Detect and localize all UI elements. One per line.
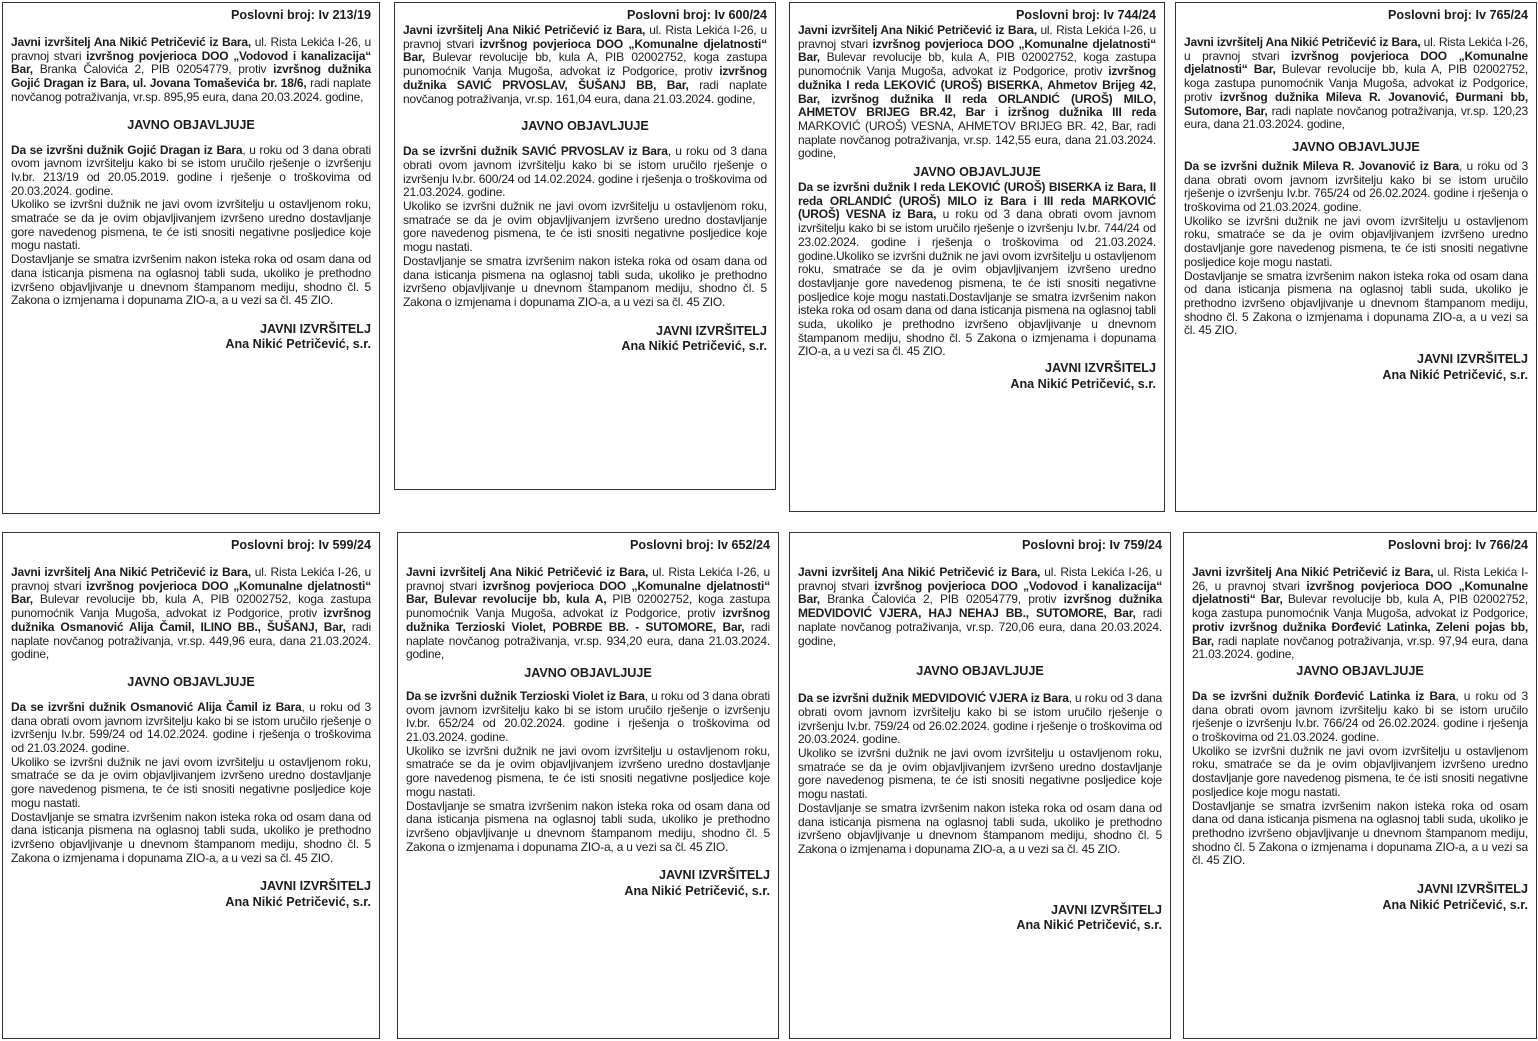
intro-paragraph: Javni izvršitelj Ana Nikić Petričević iz Bara, ul. Rista Lekića I-26, u pravnoj stvari izvršnog povjerioca DOO „Komunalne djelatnosti“ Bar, Bulevar revolucije bb, kula A, PIB 02002752, koga zastupa punomoćnik Vanja Mugoša, advokat iz Podgorice, protiv izvršnog dužnika Terzioski Violet, POBRĐE BB. - SUTOMORE, Bar, radi naplate novčanog potraživanja, vr.sp. 934,20 eura, dana 21.03.2024. godine, <box>406 565 770 662</box>
delivery-paragraph: Dostavljanje se smatra izvršenim nakon isteka roka od osam dana od dana isticanja pismena na oglasnoj tabli suda, ukoliko je prethodno izvršeno objavljivanje u dnevnom štampanom mediju, shodno čl. 5 Zakona o izmjenama i dopunama ZIO-a, a u vezi sa čl. 45 ZIO. <box>11 252 371 308</box>
case-number: Poslovni broj: Iv 600/24 <box>627 8 767 22</box>
consequence-paragraph: Ukoliko se izvršni dužnik ne javi ovom izvršitelju u ostavljenom roku, smatraće se da je ovim objavljivanjem izvršeno uredno dostavljanje gore navedenog pismena, te će isti snositi negativne posljedice koje mogu nastati. <box>403 199 767 255</box>
notice-iv-213-19 <box>2 2 380 514</box>
notice-heading: JAVNO OBJAVLJUJE <box>1292 139 1420 154</box>
case-number: Poslovni broj: Iv 652/24 <box>630 538 770 552</box>
signature: JAVNI IZVRŠITELJ Ana Nikić Petričević, s.r. <box>1016 902 1162 933</box>
notice-iv-652-24 <box>397 532 779 1039</box>
consequence-paragraph: Ukoliko se izvršni dužnik ne javi ovom izvršitelju u ostavljenom roku, smatraće se da je ovim objavljivanjem izvršeno uredno dostavljanje gore navedenog pismena, te će isti snositi negativne posljedice koje mogu nastati. <box>11 197 371 253</box>
intro-paragraph: Javni izvršitelj Ana Nikić Petričević iz Bara, ul. Rista Lekića I-26, u pravnoj stvari izvršnog povjerioca DOO „Komunalne djelatnosti“ Bar, Bulevar revolucije bb, kula A, PIB 02002752, koga zastupa punomoćnik Vanja Mugoša, advokat iz Podgorice, protiv izvršnog dužnika Mileva R. Jovanović, Đurmani bb, Sutomore, Bar, radi naplate novčanog potraživanja, vr.sp. 120,23 eura, dana 21.03.2024. godine, <box>1184 35 1529 132</box>
case-number: Poslovni broj: Iv 759/24 <box>1022 538 1162 552</box>
notice-iv-599-24 <box>2 532 380 1039</box>
summons-paragraph: Da se izvršni dužnik Terzioski Violet iz Bara, u roku od 3 dana obrati ovom javnom izvršitelju kako bi se istom uručilo rješenje o izvršenju Iv.br. 652/24 od 20.02.2024. godine i rješenja o troškovima od 21.03.2024. godine. <box>406 688 770 745</box>
bailiff-name: Javni izvršitelj Ana Nikić Petričević iz Bara, <box>403 23 646 37</box>
notice-heading: JAVNO OBJAVLJUJE <box>524 665 652 680</box>
intro-paragraph: Javni izvršitelj Ana Nikić Petričević iz Bara, ul. Rista Lekića I-26, u pravnoj stvari izvršnog povjerioca DOO „Komunalne djelatnosti“ Bar, Bulevar revolucije bb, kula A, PIB 02002752, koga zastupa punomoćnik Vanja Mugoša, advokat iz Podgorice, protiv izvršnog dužnika I reda LEKOVIĆ (UROŠ) BISERKA, Ahmetov Brijeg 42, Bar, izvršnog dužnika II reda ORLANDIĆ (UROŠ) MILO, AHMETOV BRIJEG BR.42, Bar i izršnog dužnika III reda MARKOVIĆ (UROŠ) VESNA, AHMETOV BRIJEG BR. 42, Bar, radi naplate novčanog potraživanja, vr.sp. 142,55 eura, dana 21.03.2024. godine, <box>798 23 1157 161</box>
notice-iv-600-24 <box>394 2 776 490</box>
case-number: Poslovni broj: Iv 213/19 <box>231 8 371 22</box>
consequence-paragraph: Ukoliko se izvršni dužnik ne javi ovom izvršitelju u ostavljenom roku, smatraće se da je ovim objavljivanjem izvršeno uredno dostavljanje gore navedenog pismena, te će isti snositi negativne posljedice koje mogu nastati. <box>11 754 371 810</box>
notice-iv-744-24 <box>789 2 1165 512</box>
debtor: protiv izvršnog dužnika Đorđević Latinka, Zeleni pojas bb, Bar, <box>1192 619 1528 648</box>
summons-paragraph: Da se izvršni dužnik Gojić Dragan iz Bara, u roku od 3 dana obrati ovom javnom izvršitelju kako bi se istom uručilo rješenje o izvršenju Iv.br. 213/19 od 20.05.2019. godine i rješenje o troškovima od 20.03.2024. godine. <box>11 142 371 198</box>
notice-iv-759-24 <box>789 532 1171 1039</box>
creditor: izvršnog povjerioca DOO „Vodovod i kanalizacija“ Bar, <box>798 578 1162 607</box>
debtor: izvršnog dužnika MEDVIDOVIĆ VJERA, HAJ NEHAJ BB., SUTOMORE, Bar, <box>798 592 1162 621</box>
delivery-paragraph: Dostavljanje se smatra izvršenim nakon isteka roka od osam dana od dana isticanja pismena na oglasnoj tabli suda, ukoliko je prethodno izvršeno objavljivanje u dnevnom štampanom mediju, shodno čl. 5 Zakona o izmjenama i dopunama ZIO-a, a u vezi sa čl. 45 ZIO. <box>11 809 371 865</box>
summons-paragraph: Da se izvršni dužnik Mileva R. Jovanović iz Bara, u roku od 3 dana obrati ovom javnom izvršitelju kako bi se istom uručilo rješenje o izvršenju Iv.br. 765/24 od 26.02.2024. godine i rješenja o troškovima od 21.03.2024. godine. <box>1184 158 1528 215</box>
signature: JAVNI IZVRŠITELJ Ana Nikić Petričević, s.r. <box>1010 361 1156 391</box>
delivery-paragraph: Dostavljanje se smatra izvršenim nakon isteka roka od osam dana od dana isticanja pismena na oglasnoj tabli suda, ukoliko je prethodno izvršeno objavljivanje u dnevnom štampanom mediju, shodno čl. 5 Zakona o izmjenama i dopunama ZIO-a, a u vezi sa čl. 45 ZIO. <box>1192 798 1528 868</box>
notice-heading: JAVNO OBJAVLJUJE <box>127 674 255 689</box>
bailiff-name: Javni izvršitelj Ana Nikić Petričević iz Bara, <box>1184 35 1421 49</box>
signature: JAVNI IZVRŠITELJ Ana Nikić Petričević, s.r. <box>624 868 770 898</box>
debtor: izvršnog dužnika Osmanović Alija Čamil, ILINO BB., ŠUŠANJ, Bar, <box>11 606 371 634</box>
debtor: izvršnog dužnika I reda LEKOVIĆ (UROŠ) BISERKA, Ahmetov Brijeg 42, Bar, izvršnog dužnika II reda ORLANDIĆ (UROŠ) MILO, AHMETOV BRIJEG BR.42, Bar i izršnog dužnika III reda <box>798 64 1156 120</box>
intro-paragraph: Javni izvršitelj Ana Nikić Petričević iz Bara, ul. Rista Lekića I-26, u pravnoj stvari izvršnog povjerioca DOO „Komunalne djelatnosti“ Bar, Bulevar revolucije bb, kula A, PIB 02002752, koga zastupa punomoćnik Vanja Mugoša, advokat iz Podgorice, protiv izvršnog dužnika SAVIĆ PRVOSLAV, ŠUŠANJ BB, Bar, radi naplate novčanog potraživanja, vr.sp. 161,04 eura, dana 21.03.2024. godine, <box>403 23 767 106</box>
bailiff-name: Javni izvršitelj Ana Nikić Petričević iz Bara, <box>1192 565 1434 579</box>
signature: JAVNI IZVRŠITELJ Ana Nikić Petričević, s.r. <box>1382 352 1528 382</box>
bailiff-name: Javni izvršitelj Ana Nikić Petričević iz Bara, <box>798 565 1041 579</box>
creditor: izvršnog povjerioca DOO „Komunalne djelatnosti“ Bar, <box>1192 578 1528 607</box>
delivery-paragraph: Dostavljanje se smatra izvršenim nakon isteka roka od osam dana od dana isticanja pismena na oglasnoj tabli suda, ukoliko je prethodno izvršeno objavljivanje u dnevnom štampanom mediju, shodno čl. 5 Zakona o izmjenama i dopunama ZIO-a, a u vezi sa čl. 45 ZIO. <box>406 798 770 854</box>
intro-paragraph: Javni izvršitelj Ana Nikić Petričević iz Bara, ul. Rista Lekića I-26, u pravnoj stvari izvršnog povjerioca DOO „Komunalne djelatnosti“ Bar, Bulevar revolucije bb, kula A, PIB 02002752, koga zastupa punomoćnik Vanja Mugoša, advokat iz Podgorice, protiv izvršnog dužnika Đorđević Latinka, Zeleni pojas bb, Bar, radi naplate novčanog potraživanja, vr.sp. 97,94 eura, dana 21.03.2024. godine, <box>1192 565 1529 662</box>
delivery-paragraph: Dostavljanje se smatra izvršenim nakon isteka roka od osam dana od dana isticanja pismena na oglasnoj tabli suda, ukoliko je prethodno izvršeno objavljivanje u dnevnom štampanom mediju, shodno čl. 5 Zakona o izmjenama i dopunama ZIO-a, a u vezi sa čl. 45 ZIO. <box>798 800 1162 856</box>
creditor: izvršnog povjerioca DOO „Komunalne djelatnosti“ Bar, <box>1184 48 1528 77</box>
summons-paragraph: Da se izvršni dužnik Đorđević Latinka iz Bara, u roku od 3 dana obrati ovom javnom izvršitelju kako bi se istom uručilo rješenje o izvršenju Iv.br. 766/24 od 26.02.2024. godine i rješenja o troškovima od 21.03.2024. godine. <box>1192 688 1529 745</box>
debtor: izvršnog dužnika Terzioski Violet, POBRĐE BB. - SUTOMORE, Bar, <box>406 606 770 634</box>
bailiff-name: Javni izvršitelj Ana Nikić Petričević iz Bara, <box>11 565 251 579</box>
debtor: izvršnog dužnika Mileva R. Jovanović, Đurmani bb, Sutomore, Bar, <box>1184 89 1528 118</box>
debtor: izvršnog dužnika SAVIĆ PRVOSLAV, ŠUŠANJ BB, Bar, <box>403 64 767 92</box>
notice-heading: JAVNO OBJAVLJUJE <box>916 664 1044 679</box>
notice-iv-765-24 <box>1175 2 1537 512</box>
notice-heading: JAVNO OBJAVLJUJE <box>521 119 649 134</box>
case-number: Poslovni broj: Iv 599/24 <box>231 538 371 552</box>
notice-heading: JAVNO OBJAVLJUJE <box>1296 663 1424 678</box>
creditor: izvršnog povjerioca DOO „Vodovod i kanalizacija“ Bar, <box>11 48 371 77</box>
signature: JAVNI IZVRŠITELJ Ana Nikić Petričević, s.r. <box>225 879 371 909</box>
notice-iv-766-24 <box>1183 532 1537 1039</box>
summons-paragraph: Da se izvršni dužnik MEDVIDOVIĆ VJERA iz Bara, u roku od 3 dana obrati ovom javnom izvršitelju kako bi se istom uručilo rješenje o izvršenju Iv.br. 759/24 od 26.02.2024. godine i rješenje o troškovima od 20.03.2024. godine. <box>798 691 1162 747</box>
bailiff-name: Javni izvršitelj Ana Nikić Petričević iz Bara, <box>406 565 649 579</box>
signature: JAVNI IZVRŠITELJ Ana Nikić Petričević, s.r. <box>621 323 767 354</box>
debtor: izvršnog dužnika Gojić Dragan iz Bara, ul. Jovana Tomaševića br. 18/6, <box>11 62 371 91</box>
notice-heading: JAVNO OBJAVLJUJE <box>913 165 1041 180</box>
summons-paragraph: Da se izvršni dužnik I reda LEKOVIĆ (UROŠ) BISERKA iz Bara, II reda ORLANDIĆ (UROŠ) MILO iz Bara i III reda MARKOVIĆ (UROŠ) VESNA iz Bara, u roku od 3 dana obrati ovom javnom izvršitelju kako bi se istom uručilo rješenje o izvršenju Iv.br. 744/24 od 23.02.2024. godine i rješenja o troškovima od 21.03.2024. godine.Ukoliko se izvršni dužnik ne javi ovom izvršitelju u ostavljenom roku, smatraće se da je ovim objavljivanjem izvršeno uredno dostavljanje gore navedenog pismena, te će isti snositi negativne posljedice koje mogu nastati.Dostavljanje se smatra izvršenim nakon isteka roka od osam dana od dana isticanja pismena na oglasnoj tabli suda, ukoliko je prethodno izvršeno objavljivanje u dnevnom štampanom mediju, shodno čl. 5 Zakona o izmjenama i dopunama ZIO-a, a u vezi sa čl. 45 ZIO. <box>798 180 1156 359</box>
intro-paragraph: Javni izvršitelj Ana Nikić Petričević iz Bara, ul. Rista Lekića I-26, u pravnoj stvari izvršnog povjerioca DOO „Vodovod i kanalizacija“ Bar, Branka Čalovića 2, PIB 02054779, protiv izvršnog dužnika Gojić Dragan iz Bara, ul. Jovana Tomaševića br. 18/6, radi naplate novčanog potraživanja, vr.sp. 895,95 eura, dana 20.03.2024. godine, <box>11 35 371 104</box>
signature: JAVNI IZVRŠITELJ Ana Nikić Petričević, s.r. <box>225 321 371 352</box>
delivery-paragraph: Dostavljanje se smatra izvršenim nakon isteka roka od osam dana od dana isticanja pismena na oglasnoj tabli suda, ukoliko je prethodno izvršeno objavljivanje u dnevnom štampanom mediju, shodno čl. 5 Zakona o izmjenama i dopunama ZIO-a, a u vezi sa čl. 45 ZIO. <box>403 253 767 309</box>
summons-paragraph: Da se izvršni dužnik SAVIĆ PRVOSLAV iz Bara, u roku od 3 dana obrati ovom javnom izvršitelju kako bi se istom uručilo rješenje o izvršenju Iv.br. 600/24 od 14.02.2024. godine i rješenja o troškovima od 21.03.2024. godine. <box>403 144 767 200</box>
case-number: Poslovni broj: Iv 744/24 <box>1016 8 1156 22</box>
consequence-paragraph: Ukoliko se izvršni dužnik ne javi ovom izvršitelju u ostavljenom roku, smatraće se da je ovim objavljivanjem izvršeno uredno dostavljanje gore navedenog pismena, te će isti snositi negativne posljedice koje mogu nastati. <box>406 743 770 799</box>
bailiff-name: Javni izvršitelj Ana Nikić Petričević iz Bara, <box>11 35 251 49</box>
creditor: izvršnog povjerioca DOO „Komunalne djelatnosti“ Bar, Bulevar revolucije bb, kula A, <box>406 578 770 607</box>
delivery-paragraph: Dostavljanje se smatra izvršenim nakon isteka roka od osam dana od dana isticanja pismena na oglasnoj tabli suda, ukoliko je prethodno izvršeno objavljivanje u dnevnom štampanom mediju, shodno čl. 5 Zakona o izmjenama i dopunama ZIO-a, a u vezi sa čl. 45 ZIO. <box>1184 268 1528 338</box>
creditor: izvršnog povjerioca DOO „Komunalne djelatnosti“ Bar, <box>403 36 767 65</box>
consequence-paragraph: Ukoliko se izvršni dužnik ne javi ovom izvršitelju u ostavljenom roku, smatraće se da je ovim objavljivanjem izvršeno uredno dostavljanje gore navedenog pismena, te će isti snositi negativne posljedice koje mogu nastati. <box>1184 213 1528 269</box>
case-number: Poslovni broj: Iv 766/24 <box>1388 538 1528 552</box>
consequence-paragraph: Ukoliko se izvršni dužnik ne javi ovom izvršitelju u ostavljenom roku, smatraće se da je ovim objavljivanjem izvršeno uredno dostavljanje gore navedenog pismena, te će isti snositi negativne posljedice koje mogu nastati. <box>798 746 1162 802</box>
intro-paragraph: Javni izvršitelj Ana Nikić Petričević iz Bara, ul. Rista Lekića I-26, u pravnoj stvari izvršnog povjerioca DOO „Komunalne djelatnosti“ Bar, Bulevar revolucije bb, kula A, PIB 02002752, koga zastupa punomoćnik Vanja Mugoša, advokat iz Podgorice, protiv izvršnog dužnika Osmanović Alija Čamil, ILINO BB., ŠUŠANJ, Bar, radi naplate novčanog potraživanja, vr.sp. 449,96 eura, dana 21.03.2024. godine, <box>11 565 371 662</box>
summons-paragraph: Da se izvršni dužnik Osmanović Alija Čamil iz Bara, u roku od 3 dana obrati ovom javnom izvršitelju kako bi se istom uručilo rješenje o izvršenju Iv.br. 599/24 od 14.02.2024. godine i rješenja o troškovima od 21.03.2024. godine. <box>11 699 371 756</box>
creditor: izvršnog povjerioca DOO „Komunalne djelatnosti“ Bar, <box>798 36 1156 65</box>
bailiff-name: Javni izvršitelj Ana Nikić Petričević iz Bara, <box>798 23 1037 37</box>
intro-paragraph: Javni izvršitelj Ana Nikić Petričević iz Bara, ul. Rista Lekića I-26, u pravnoj stvari izvršnog povjerioca DOO „Vodovod i kanalizacija“ Bar, Branka Čalovića 2, PIB 02054779, protiv izvršnog dužnika MEDVIDOVIĆ VJERA, HAJ NEHAJ BB., SUTOMORE, Bar, radi naplate novčanog potraživanja, vr.sp. 720,06 eura, dana 20.03.2024. godine, <box>798 565 1162 648</box>
signature: JAVNI IZVRŠITELJ Ana Nikić Petričević, s.r. <box>1382 882 1528 912</box>
case-number: Poslovni broj: Iv 765/24 <box>1388 8 1528 22</box>
creditor: izvršnog povjerioca DOO „Komunalne djelatnosti“ Bar, <box>11 578 371 607</box>
consequence-paragraph: Ukoliko se izvršni dužnik ne javi ovom izvršitelju u ostavljenom roku, smatraće se da je ovim objavljivanjem izvršeno uredno dostavljanje gore navedenog pismena, te će isti snositi negativne posljedice koje mogu nastati. <box>1192 743 1528 799</box>
notice-heading: JAVNO OBJAVLJUJE <box>127 117 255 132</box>
